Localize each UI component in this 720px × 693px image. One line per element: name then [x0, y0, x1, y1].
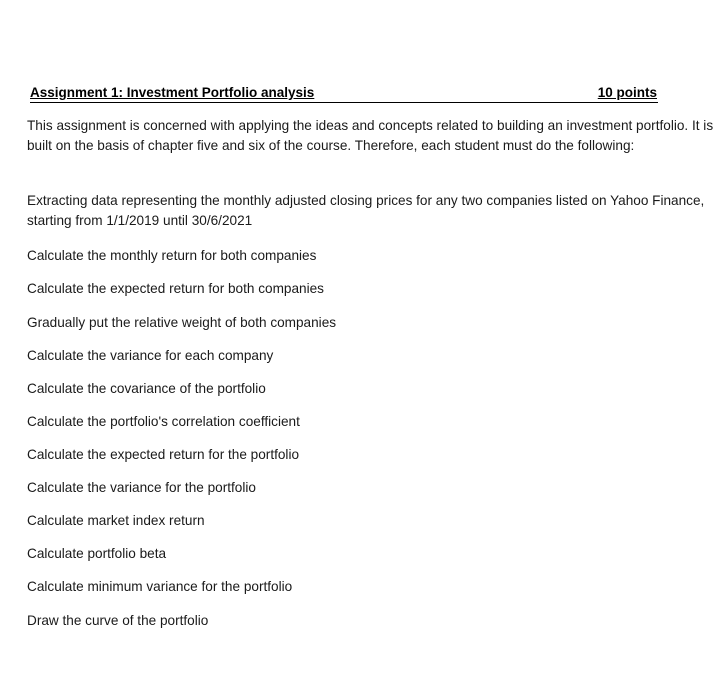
assignment-points: 10 points	[597, 85, 657, 100]
task-item: Calculate the expected return for both companies	[27, 281, 324, 296]
task-item: Calculate the expected return for the portfolio	[27, 447, 300, 462]
intro-paragraph: This assignment is concerned with applying the ideas and concepts related to building an investment portfolio. It is built on the basis of chapter five and six of the course. Therefore, each student must do the following:	[27, 118, 714, 153]
task-item: Gradually put the relative weight of both companies	[27, 315, 337, 330]
task-item: Calculate minimum variance for the portfolio	[27, 579, 293, 594]
task-item: Calculate the covariance of the portfolio	[27, 381, 266, 396]
task-item: Calculate the monthly return for both companies	[27, 248, 317, 263]
task-item: Calculate the variance for the portfolio	[27, 480, 256, 495]
task-item: Calculate market index return	[27, 513, 205, 528]
extract-paragraph: Extracting data representing the monthly adjusted closing prices for any two companies listed on Yahoo Finance, starting from 1/1/2019 until 30/6/2021	[27, 193, 705, 228]
task-item: Calculate the portfolio's correlation coefficient	[27, 414, 300, 429]
task-item: Draw the curve of the portfolio	[27, 613, 209, 628]
task-item: Calculate portfolio beta	[27, 546, 167, 561]
assignment-heading	[30, 84, 658, 103]
task-item: Calculate the variance for each company	[27, 348, 274, 363]
assignment-title: Assignment 1: Investment Portfolio analysis	[30, 85, 315, 100]
